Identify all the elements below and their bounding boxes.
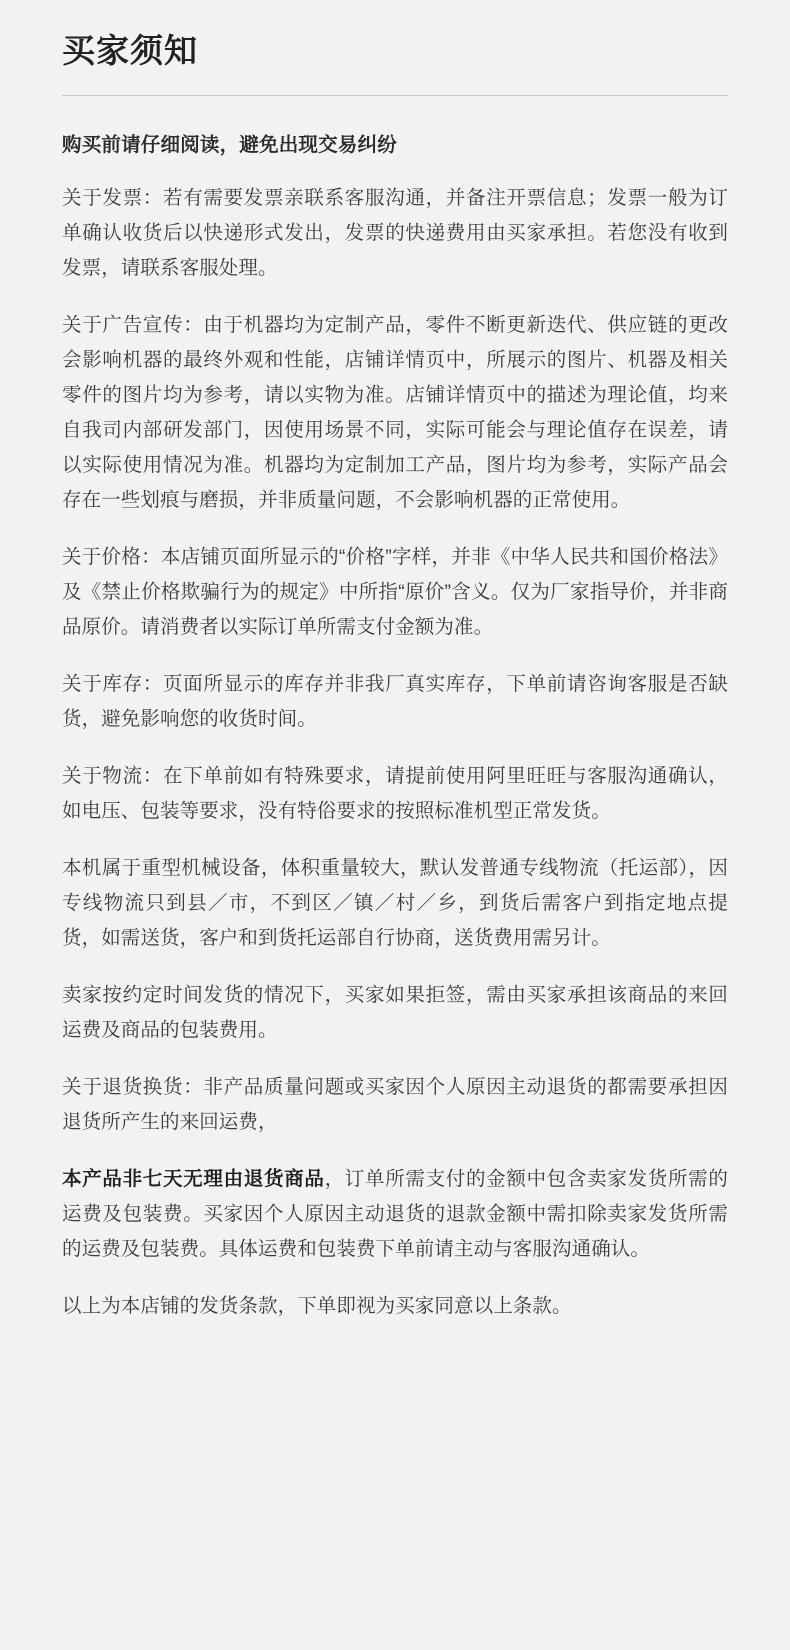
section-heavy-machine-shipping: 本机属于重型机械设备，体积重量较大，默认发普通专线物流（托运部），因专线物流只到县／市，不到区／镇／村／乡，到货后需客户到指定地点提货，如需送货，客户和到货托运部自行协商，送货费用需另计。 (62, 857, 728, 950)
no-seven-day-return-lead: 本产品非七天无理由退货商品 (62, 1168, 325, 1191)
title-divider (62, 95, 728, 96)
section-price: 关于价格：本店铺页面所显示的“价格”字样，并非《中华人民共和国价格法》及《禁止价格欺骗行为的规定》中所指“原价”含义。仅为厂家指导价，并非商品原价。请消费者以实际订单所需支付金额为准。 (62, 546, 728, 639)
section-stock: 关于库存：页面所显示的库存并非我厂真实库存，下单前请咨询客服是否缺货，避免影响您的收货时间。 (62, 673, 728, 731)
section-logistics: 关于物流：在下单前如有特殊要求，请提前使用阿里旺旺与客服沟通确认，如电压、包装等要求，没有特俗要求的按照标准机型正常发货。 (62, 765, 728, 823)
notice-subtitle: 购买前请仔细阅读，避免出现交易纠纷 (62, 133, 397, 156)
no-seven-day-return-rest: ，订单所需支付的金额中包含卖家发货所需的运费及包装费。买家因个人原因主动退货的退款金额中需扣除卖家发货所需的运费及包装费。具体运费和包装费下单前请主动与客服沟通确认。 (62, 1168, 728, 1261)
section-no-seven-day-return (62, 1162, 728, 1267)
page-title: 买家须知 (62, 32, 198, 69)
section-advertising: 关于广告宣传：由于机器均为定制产品，零件不断更新迭代、供应链的更改会影响机器的最终外观和性能，店铺详情页中，所展示的图片、机器及相关零件的图片均为参考，请以实物为准。店铺详情页中的描述为理论值，均来自我司内部研发部门，因使用场景不同，实际可能会与理论值存在误差，请以实际使用情况为准。机器均为定制加工产品，图片均为参考，实际产品会存在一些划痕与磨损，并非质量问题，不会影响机器的正常使用。 (62, 314, 728, 512)
section-refuse-delivery: 卖家按约定时间发货的情况下，买家如果拒签，需由买家承担该商品的来回运费及商品的包装费用。 (62, 984, 728, 1042)
section-invoice: 关于发票：若有需要发票亲联系客服沟通，并备注开票信息；发票一般为订单确认收货后以快递形式发出，发票的快递费用由买家承担。若您没有收到发票，请联系客服处理。 (62, 187, 728, 280)
section-returns: 关于退货换货：非产品质量问题或买家因个人原因主动退货的都需要承担因退货所产生的来回运费， (62, 1076, 728, 1134)
section-closing: 以上为本店铺的发货条款，下单即视为买家同意以上条款。 (62, 1295, 572, 1318)
